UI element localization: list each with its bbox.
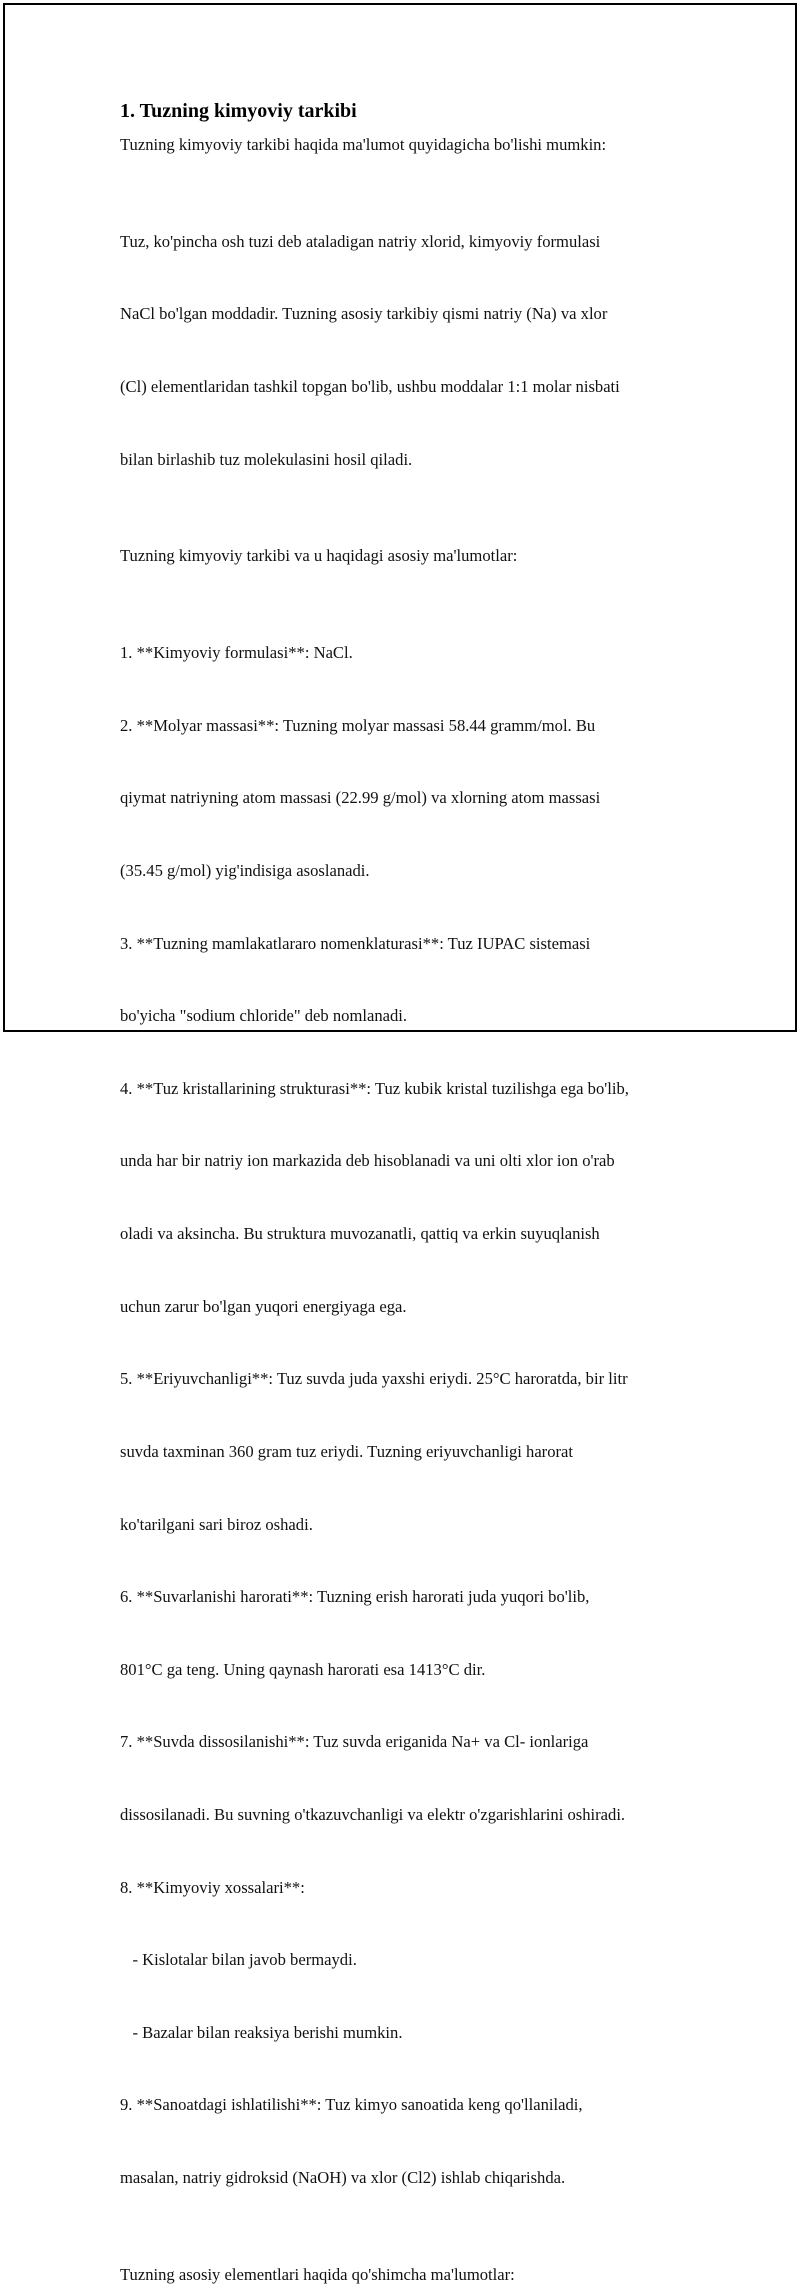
list-item: 1. **Kimyoviy formulasi**: NaCl. (120, 643, 353, 663)
paragraph-1-line: NaCl bo'lgan moddadir. Tuzning asosiy tarkibiy qismi natriy (Na) va xlor (120, 304, 608, 324)
list-item: unda har bir natriy ion markazida deb hisoblanadi va uni olti xlor ion o'rab (120, 1151, 615, 1171)
paragraph-gap (120, 157, 720, 181)
list-item: 9. **Sanoatdagi ishlatilishi**: Tuz kimyo sanoatida keng qo'llaniladi, (120, 2095, 583, 2115)
paragraph-1 (120, 181, 720, 520)
page-frame (3, 3, 797, 2284)
paragraph-gap (120, 520, 720, 544)
paragraph-1-line: (Cl) elementlaridan tashkil topgan bo'lib, ushbu moddalar 1:1 molar nisbati (120, 377, 620, 397)
list-item: (35.45 g/mol) yig'indisiga asoslanadi. (120, 861, 370, 881)
list-item: 4. **Tuz kristallarining strukturasi**: Tuz kubik kristal tuzilishga ega bo'lib, (120, 1078, 629, 1098)
document-body (120, 97, 720, 2287)
paragraph-gap (120, 2239, 720, 2263)
list-item: 6. **Suvarlanishi harorati**: Tuzning erish harorati juda yuqori bo'lib, (120, 1587, 590, 1607)
section-title: 1. Tuzning kimyoviy tarkibi (120, 100, 357, 122)
list-item: masalan, natriy gidroksid (NaOH) va xlor (Cl2) ishlab chiqarishda. (120, 2168, 566, 2188)
paragraph-gap (120, 569, 720, 593)
list-item: oladi va aksincha. Bu struktura muvozanatli, qattiq va erkin suyuqlanish (120, 1224, 600, 1244)
list-item: 801°C ga teng. Uning qaynash harorati esa 1413°C dir. (120, 1659, 486, 1679)
list-item: - Kislotalar bilan javob bermaydi. (120, 1950, 357, 1970)
list-item: 5. **Eriyuvchanligi**: Tuz suvda juda yaxshi eriydi. 25°C haroratda, bir litr (120, 1369, 628, 1389)
list-item: qiymat natriyning atom massasi (22.99 g/mol) va xlorning atom massasi (120, 788, 601, 808)
list-item: - Bazalar bilan reaksiya berishi mumkin. (120, 2022, 403, 2042)
list-item: uchun zarur bo'lgan yuqori energiyaga ega. (120, 1296, 407, 1316)
list-item: suvda taxminan 360 gram tuz eriydi. Tuzning eriyuvchanligi harorat (120, 1441, 574, 1461)
paragraph-1-line: bilan birlashib tuz molekulasini hosil qiladi. (120, 449, 413, 469)
list-intro: Tuzning kimyoviy tarkibi va u haqidagi asosiy ma'lumotlar: (120, 546, 518, 566)
list-item: ko'tarilgani sari biroz oshadi. (120, 1514, 313, 1534)
facts-list (120, 593, 720, 2239)
list-item: 7. **Suvda dissosilanishi**: Tuz suvda eriganida Na+ va Cl- ionlariga (120, 1732, 589, 1752)
list-item: bo'yicha "sodium chloride" deb nomlanadi. (120, 1006, 408, 1026)
intro-text: Tuzning kimyoviy tarkibi haqida ma'lumot quyidagicha bo'lishi mumkin: (120, 135, 607, 154)
list-item: dissosilanadi. Bu suvning o'tkazuvchanligi va elektr o'zgarishlarini oshiradi. (120, 1804, 626, 1824)
list-item: 8. **Kimyoviy xossalari**: (120, 1877, 305, 1897)
closing-text: Tuzning asosiy elementlari haqida qo'shimcha ma'lumotlar: (120, 2264, 515, 2284)
paragraph-1-line: Tuz, ko'pincha osh tuzi deb ataladigan natriy xlorid, kimyoviy formulasi (120, 231, 601, 251)
list-item: 2. **Molyar massasi**: Tuzning molyar massasi 58.44 gramm/mol. Bu (120, 715, 596, 735)
list-item: 3. **Tuzning mamlakatlararo nomenklaturasi**: Tuz IUPAC sistemasi (120, 933, 591, 953)
